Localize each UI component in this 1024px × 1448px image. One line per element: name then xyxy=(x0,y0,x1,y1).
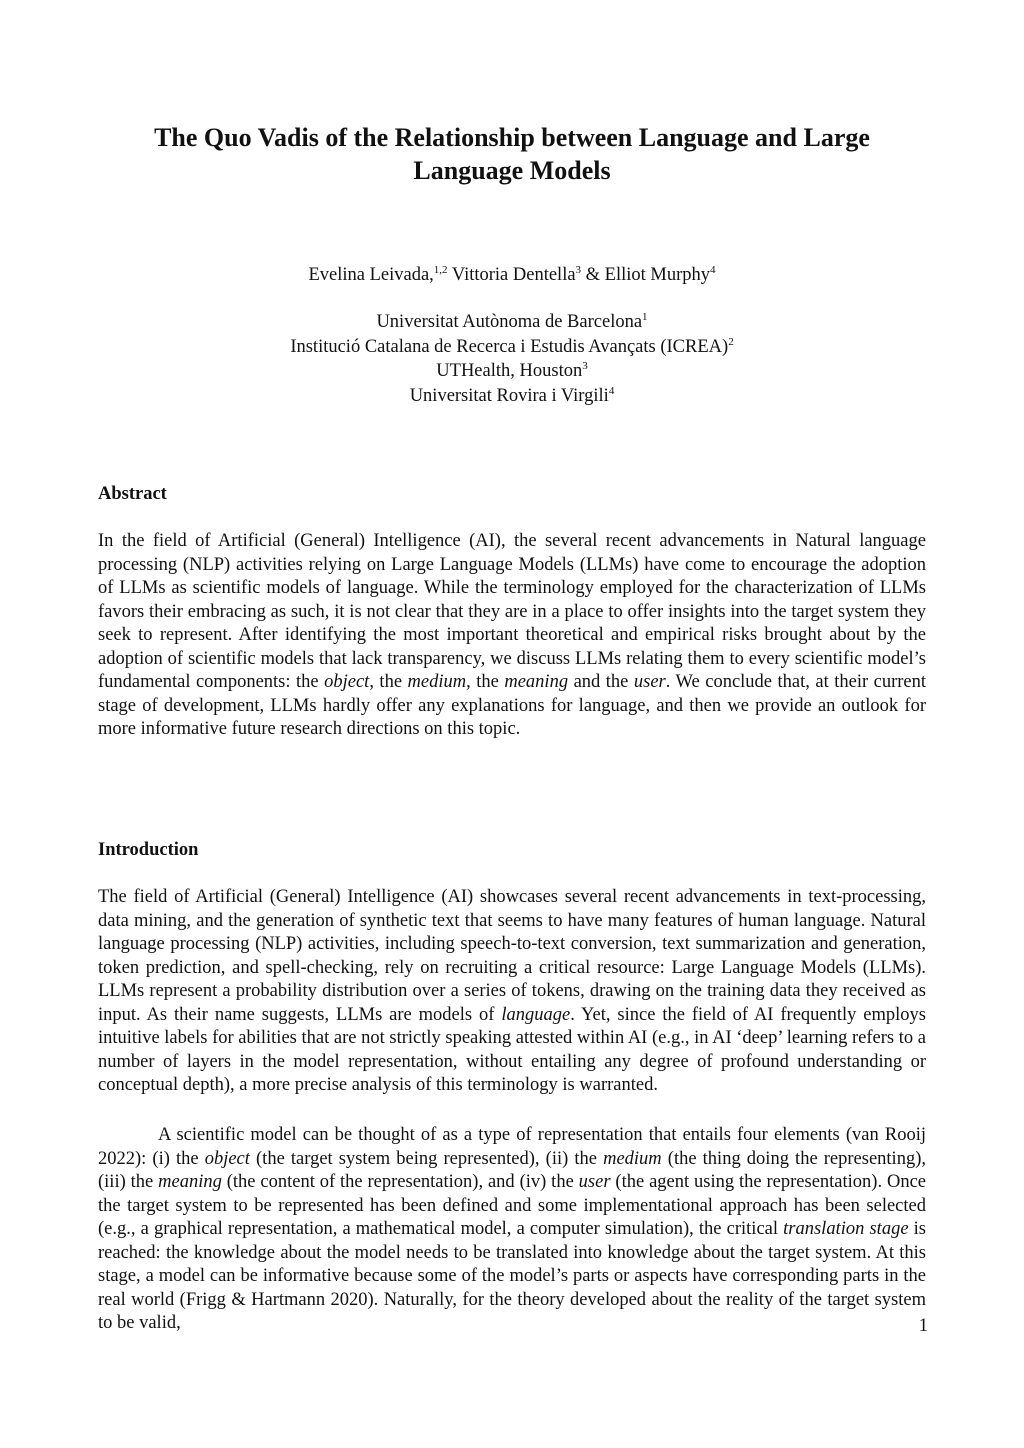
body-text: (the content of the representation), and (iv) the xyxy=(221,1172,579,1192)
body-text: (the thing doing the representing), (iii) the xyxy=(98,1148,926,1192)
paper-title xyxy=(100,121,924,187)
body-emphasis: medium xyxy=(603,1148,662,1169)
author-3: & Elliot Murphy xyxy=(581,265,711,285)
affiliation xyxy=(100,335,924,360)
affiliation-name: Universitat Rovira i Virgili xyxy=(409,385,609,406)
affiliation xyxy=(100,359,924,384)
abstract-emphasis: user xyxy=(633,672,666,692)
abstract-paragraph xyxy=(98,530,926,742)
body-text: (the agent using the representation). Once the target system to be represented has been defined and some implementational approach has been selected (e.g., a graphical representation, a mathematical model, a computer simulation), the critical xyxy=(98,1172,926,1239)
abstract-text: , the xyxy=(369,672,408,692)
affiliation-name: Universitat Autònoma de Barcelona xyxy=(376,312,643,332)
abstract-text: , the xyxy=(466,672,505,692)
body-emphasis: translation stage xyxy=(783,1219,909,1239)
author-2-affil: 3 xyxy=(575,264,582,276)
abstract-emphasis: object xyxy=(324,672,370,692)
body-text: The field of Artificial (General) Intelligence (AI) showcases several recent advancements in text-processing, data mining, and the generation of synthetic text that seems to have many features of human language. Natural language processing (NLP) activities, including speech-to-text conversion, text summarization and generation, token prediction, and spell-checking, rely on recruiting a critical resource: Large Language Models (LLMs). LLMs represent a probability distribution over a series of tokens, drawing on the training data they received as input. As their name suggests, LLMs are models of xyxy=(98,887,926,1025)
author-1-affil: 1,2 xyxy=(433,264,448,276)
body-text: is reached: the knowledge about the model needs to be translated into knowledge about the target system. At this stage, a model can be informative because some of the model’s parts or aspects have corresponding parts in the real world (Frigg & Hartmann 2020). Naturally, for the theory developed about the reality of the target system to be valid, xyxy=(98,1219,926,1333)
abstract-text: . We conclude that, at their current stage of development, LLMs hardly offer any explanations for language, and then we provide an outlook for more informative future research directions on this topic. xyxy=(98,672,927,739)
affiliation xyxy=(100,384,924,409)
body-text: (the target system being represented), (ii) the xyxy=(249,1148,604,1169)
introduction-heading: Introduction xyxy=(98,840,199,860)
affiliation-number: 4 xyxy=(608,384,615,397)
title-line-1: The Quo Vadis of the Relationship between Language and Large xyxy=(154,123,870,152)
body-emphasis: language xyxy=(501,1004,571,1025)
affiliation-number: 1 xyxy=(642,311,648,323)
abstract-emphasis: meaning xyxy=(504,672,569,692)
affiliation-list xyxy=(100,310,924,408)
affiliation xyxy=(100,310,924,335)
body-emphasis: meaning xyxy=(158,1172,222,1192)
affiliation-name: Institució Catalana de Recerca i Estudis Avançats (ICREA) xyxy=(290,336,729,357)
introduction-paragraph-2 xyxy=(98,1124,926,1336)
author-1: Evelina Leivada, xyxy=(308,265,434,285)
introduction-paragraph-1 xyxy=(98,886,926,1098)
affiliation-number: 2 xyxy=(728,335,734,348)
author-3-affil: 4 xyxy=(710,264,716,276)
title-line-2: Language Models xyxy=(413,156,611,185)
body-emphasis: user xyxy=(578,1172,611,1192)
abstract-text: In the field of Artificial (General) Intelligence (AI), the several recent advancements in Natural language processing (NLP) activities relying on Large Language Models (LLMs) have come to encourage the adoption of LLMs as scientific models of language. While the terminology employed for the characterization of LLMs favors their embracing as such, it is not clear that they are in a place to offer insights into the target system they seek to represent. After identifying the most important theoretical and empirical risks brought about by the adoption of scientific models that lack transparency, we discuss LLMs relating them to every scientific model’s fundamental components: the xyxy=(98,531,926,692)
page-number: 1 xyxy=(918,1316,928,1336)
author-list xyxy=(100,262,924,288)
affiliation-number: 3 xyxy=(582,360,588,372)
abstract-text: and the xyxy=(568,672,634,692)
affiliation-name: UTHealth, Houston xyxy=(436,361,583,381)
body-text: . Yet, since the field of AI frequently employs intuitive labels for abilities that are not strictly speaking attested within AI (e.g., in AI ‘deep’ learning refers to a number of layers in the model representation, without entailing any degree of profound understanding or conceptual depth), a more precise analysis of this terminology is warranted. xyxy=(98,1004,926,1095)
abstract-emphasis: medium xyxy=(407,672,467,692)
body-emphasis: object xyxy=(204,1148,250,1169)
author-2: Vittoria Dentella xyxy=(447,265,576,285)
body-text: A scientific model can be thought of as a type of representation that entails four elements (van Rooij 2022): (i) the xyxy=(98,1125,926,1169)
abstract-heading: Abstract xyxy=(98,484,167,504)
